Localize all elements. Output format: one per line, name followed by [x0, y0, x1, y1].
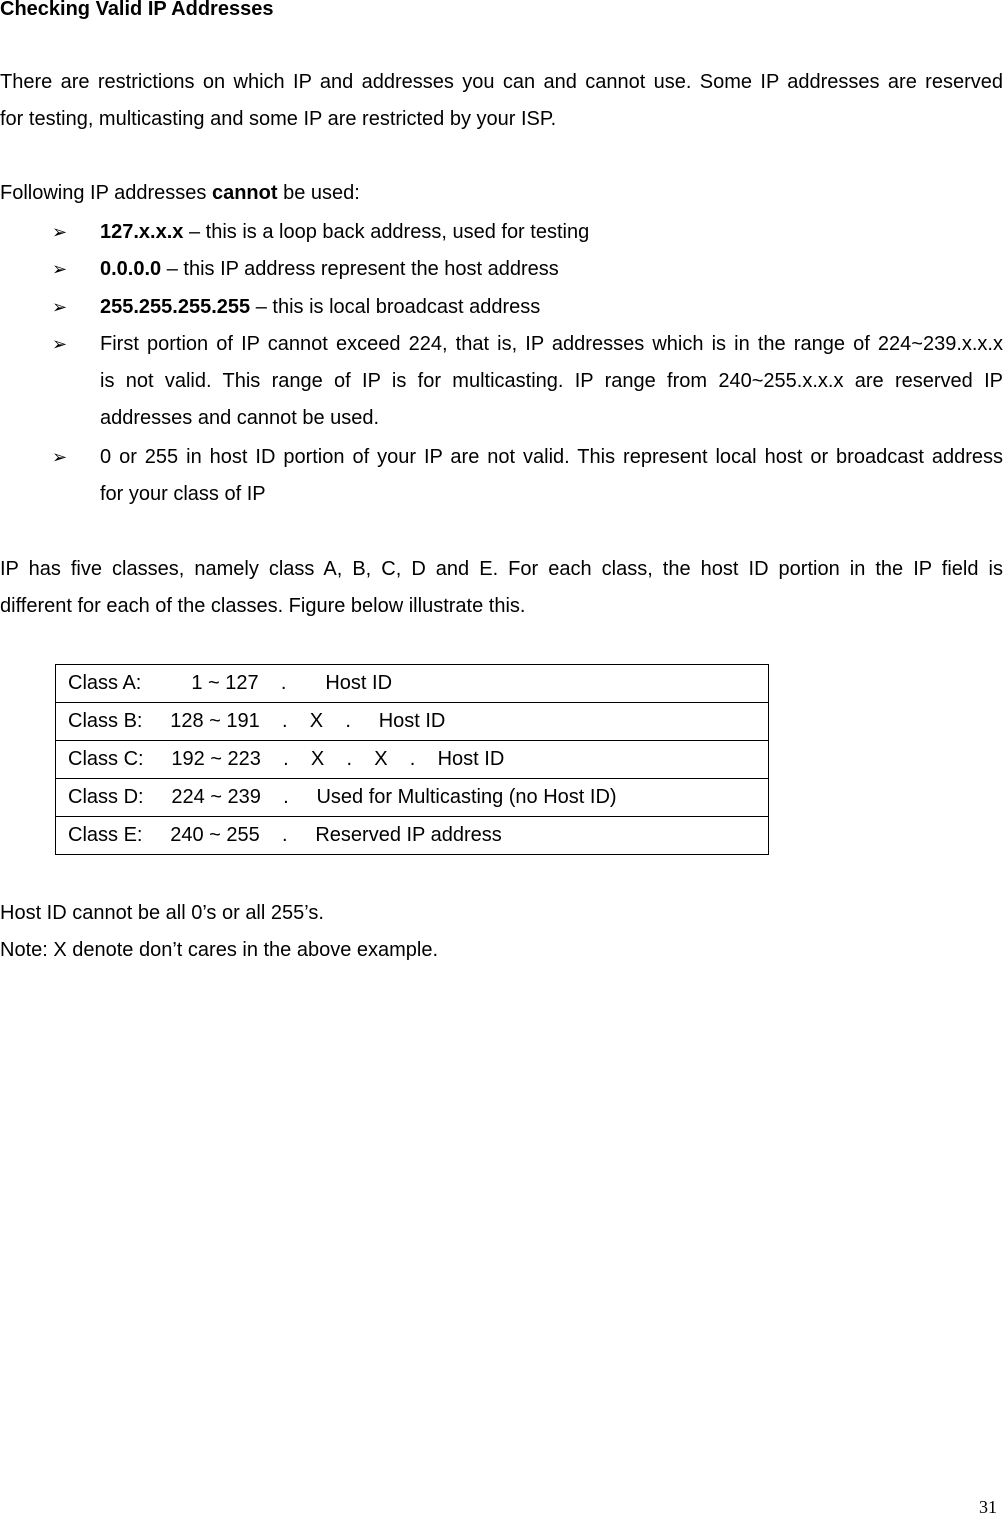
bullet-bold: 0.0.0.0	[100, 258, 162, 280]
bullet-desc: – this is local broadcast address	[250, 296, 541, 318]
following-heading	[0, 175, 1003, 212]
arrow-bullet-icon: ➢	[52, 447, 68, 468]
arrow-bullet-icon: ➢	[52, 259, 68, 280]
table-cell: Class A: 1 ~ 127 . Host ID	[56, 665, 769, 703]
bullet-text	[100, 289, 1003, 326]
intro-line-1: There are restrictions on which IP and addresses you can and cannot use. Some IP addresses are reserved	[0, 71, 1003, 93]
following-suffix: be used:	[277, 182, 360, 204]
following-bold: cannot	[211, 182, 278, 204]
table-row	[56, 779, 769, 817]
bullet-bold: 127.x.x.x	[100, 221, 184, 243]
page-title: Checking Valid IP Addresses	[0, 0, 274, 20]
arrow-bullet-icon: ➢	[52, 334, 68, 355]
bullet-desc: – this IP address represent the host address	[161, 258, 559, 280]
classes-line-2: different for each of the classes. Figure below illustrate this.	[0, 595, 526, 617]
note-line-1: Host ID cannot be all 0’s or all 255’s.	[0, 902, 324, 924]
bullet-text	[100, 439, 1003, 513]
intro-line-2: for testing, multicasting and some IP are restricted by your ISP.	[0, 108, 557, 130]
arrow-bullet-icon: ➢	[52, 222, 68, 243]
following-prefix: Following IP addresses	[0, 182, 212, 204]
table-cell: Class C: 192 ~ 223 . X . X . Host ID	[56, 741, 769, 779]
table-cell: Class D: 224 ~ 239 . Used for Multicasting (no Host ID)	[56, 779, 769, 817]
footer-notes	[0, 895, 1003, 969]
bullet-line: addresses and cannot be used.	[100, 407, 380, 429]
bullet-desc: – this is a loop back address, used for testing	[183, 221, 590, 243]
table-row	[56, 817, 769, 855]
bullet-text	[100, 251, 1003, 288]
table-cell: Class B: 128 ~ 191 . X . Host ID	[56, 703, 769, 741]
ip-class-table	[55, 664, 769, 855]
note-line-2: Note: X denote don’t cares in the above example.	[0, 939, 439, 961]
table-row	[56, 741, 769, 779]
bullet-line: is not valid. This range of IP is for multicasting. IP range from 240~255.x.x.x are reserved IP	[100, 370, 1003, 392]
table-cell: Class E: 240 ~ 255 . Reserved IP address	[56, 817, 769, 855]
bullet-line: for your class of IP	[100, 483, 266, 505]
bullet-line: First portion of IP cannot exceed 224, that is, IP addresses which is in the range of 224~239.x.x.x	[100, 333, 1003, 355]
bullet-text	[100, 214, 1003, 251]
arrow-bullet-icon: ➢	[52, 297, 68, 318]
classes-line-1: IP has five classes, namely class A, B, C, D and E. For each class, the host ID portion in the IP field is	[0, 558, 1003, 580]
bullet-text	[100, 326, 1003, 437]
table-row	[56, 703, 769, 741]
classes-paragraph	[0, 551, 1003, 625]
page-number: 31	[979, 1497, 997, 1517]
table-row	[56, 665, 769, 703]
intro-paragraph	[0, 64, 1003, 138]
bullet-bold: 255.255.255.255	[100, 296, 251, 318]
bullet-line: 0 or 255 in host ID portion of your IP are not valid. This represent local host or broadcast address	[100, 446, 1003, 468]
